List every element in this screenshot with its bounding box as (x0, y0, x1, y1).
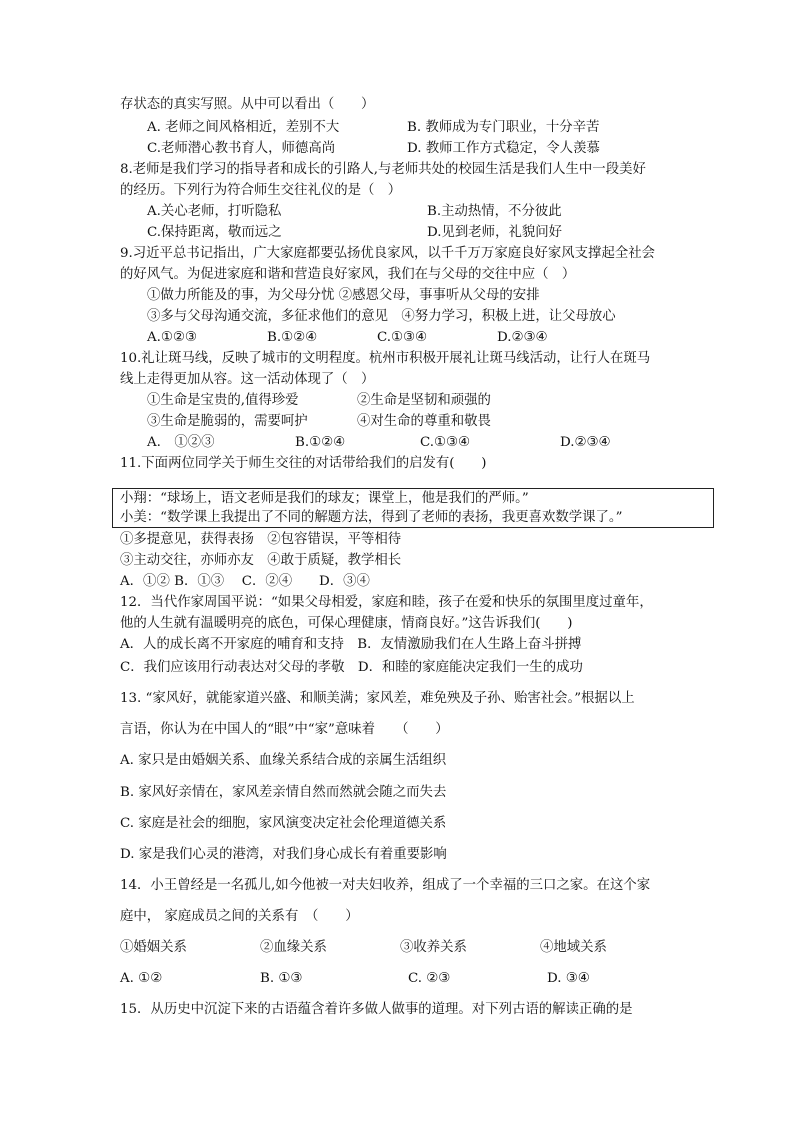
q13-option-a: A. 家只是由婚姻关系、血缘关系结合成的亲属生活组织 (120, 753, 447, 768)
question-15-stem: 15．从历史中沉淀下来的古语蕴含着许多做人做事的道理。对下列古语的解读正确的是 (120, 1002, 633, 1017)
q10-option-b: B.①②④ (295, 435, 346, 450)
q13-option-c: C. 家庭是社会的细胞，家风演变决定社会伦理道德关系 (120, 816, 447, 831)
q14-option-c: C. ②③ (408, 971, 451, 986)
q14-item-2: ②血缘关系 (260, 940, 327, 955)
question-13-stem-line-2: 言语，你认为在中国人的“眼”中“家”意味着 （ ） (120, 722, 449, 737)
q14-option-a: A. ①② (120, 971, 163, 986)
question-13-stem-line-1: 13. “家风好，就能家道兴盛、和顺美满；家风差，难免殃及子孙、贻害社会。”根据以上 (120, 691, 635, 706)
question-12-stem-line-2: 他的人生就有温暖明亮的底色，可保心理健康，情商良好。”这告诉我们( ) (120, 616, 573, 631)
q10-item-3: ③生命是脆弱的，需要呵护 (147, 414, 308, 429)
q13-option-d: D. 家是我们心灵的港湾，对我们身心成长有着重要影响 (120, 847, 447, 862)
q10-option-a: A. ①②③ (147, 435, 215, 450)
q10-item-4: ④对生命的尊重和敬畏 (357, 414, 491, 429)
question-12-stem-line-1: 12．当代作家周国平说：“如果父母相爱，家庭和睦，孩子在爱和快乐的氛围里度过童年， (120, 595, 653, 610)
dialog-line-xiaoxiang: 小翔：“球场上，语文老师是我们的球友；课堂上，他是我们的严师。” (120, 491, 529, 506)
q10-option-c: C.①③④ (420, 435, 471, 450)
question-8-stem-line-1: 8.老师是我们学习的指导者和成长的引路人,与老师共处的校园生活是我们人生中一段美好 (120, 162, 646, 177)
question-10-stem-line-1: 10.礼让斑马线，反映了城市的文明程度。杭州市积极开展礼让斑马线活动，让行人在斑马 (120, 351, 651, 366)
q11-options: A．①② B．①③ C．②④ D．③④ (120, 574, 370, 589)
q12-options-line-1: A．人的成长离不开家庭的哺育和支持 B．友情激励我们在人生路上奋斗拼搏 (120, 637, 582, 652)
q11-items-line-1: ①多提意见，获得表扬 ②包容错误，平等相待 (120, 532, 402, 547)
q13-option-b: B. 家风好亲情在，家风差亲情自然而然就会随之而失去 (120, 785, 447, 800)
q10-option-d: D.②③④ (560, 435, 611, 450)
q14-item-3: ③收养关系 (400, 940, 467, 955)
question-7-stem-end: 存状态的真实写照。从中可以看出（ ） (120, 97, 375, 112)
q9-option-c: C.①③④ (377, 330, 428, 345)
q14-option-b: B. ①③ (260, 971, 303, 986)
q8-option-b: B.主动热情，不分彼此 (427, 204, 562, 219)
q9-option-b: B.①②④ (267, 330, 318, 345)
q9-items-line-1: ①做力所能及的事，为父母分忧 ②感恩父母，事事听从父母的安排 (147, 288, 540, 303)
q7-option-a: A. 老师之间风格相近，差别不大 (147, 120, 340, 135)
q9-items-line-2: ③多与父母沟通交流，多征求他们的意见 ④努力学习，积极上进，让父母放心 (147, 309, 616, 324)
q10-item-2: ②生命是坚韧和顽强的 (357, 393, 491, 408)
question-14-stem-line-1: 14．小王曾经是一名孤儿,如今他被一对夫妇收养，组成了一个幸福的三口之家。在这个家 (120, 878, 651, 893)
q9-option-d: D.②③④ (497, 330, 548, 345)
question-14-stem-line-2: 庭中， 家庭成员之间的关系有 （ ） (120, 909, 359, 924)
question-11-stem: 11.下面两位同学关于师生交往的对话带给我们的启发有( ) (120, 456, 487, 471)
q8-option-a: A.关心老师，打听隐私 (147, 204, 282, 219)
q7-option-d: D. 教师工作方式稳定，令人羡慕 (407, 141, 600, 156)
q8-option-d: D.见到老师，礼貌问好 (427, 225, 563, 240)
q9-option-a: A.①②③ (147, 330, 197, 345)
q11-items-line-2: ③主动交往，亦师亦友 ④敢于质疑，教学相长 (120, 553, 402, 568)
q12-options-line-2: C．我们应该用行动表达对父母的孝敬 D．和睦的家庭能决定我们一生的成功 (120, 660, 583, 675)
q7-option-c: C.老师潜心教书育人，师德高尚 (147, 141, 336, 156)
q14-item-4: ④地域关系 (540, 940, 607, 955)
q10-item-1: ①生命是宝贵的,值得珍爱 (147, 393, 299, 408)
question-9-stem-line-2: 的好风气。为促进家庭和谐和营造良好家风，我们在与父母的交往中应（ ） (120, 267, 576, 282)
question-8-stem-line-2: 的经历。下列行为符合师生交往礼仪的是（ ） (120, 183, 402, 198)
q7-option-b: B. 教师成为专门职业，十分辛苦 (407, 120, 600, 135)
question-9-stem-line-1: 9.习近平总书记指出，广大家庭都要弘扬优良家风，以千千万万家庭良好家风支撑起全社会 (120, 246, 656, 261)
question-10-stem-line-2: 线上走得更加从容。这一活动体现了（ ） (120, 372, 375, 387)
dialog-line-xiaomei: 小美：“数学课上我提出了不同的解题方法，得到了老师的表扬，我更喜欢数学课了。” (120, 510, 623, 525)
q14-item-1: ①婚姻关系 (120, 940, 187, 955)
q14-option-d: D. ③④ (547, 971, 590, 986)
q8-option-c: C.保持距离，敬而远之 (147, 225, 282, 240)
